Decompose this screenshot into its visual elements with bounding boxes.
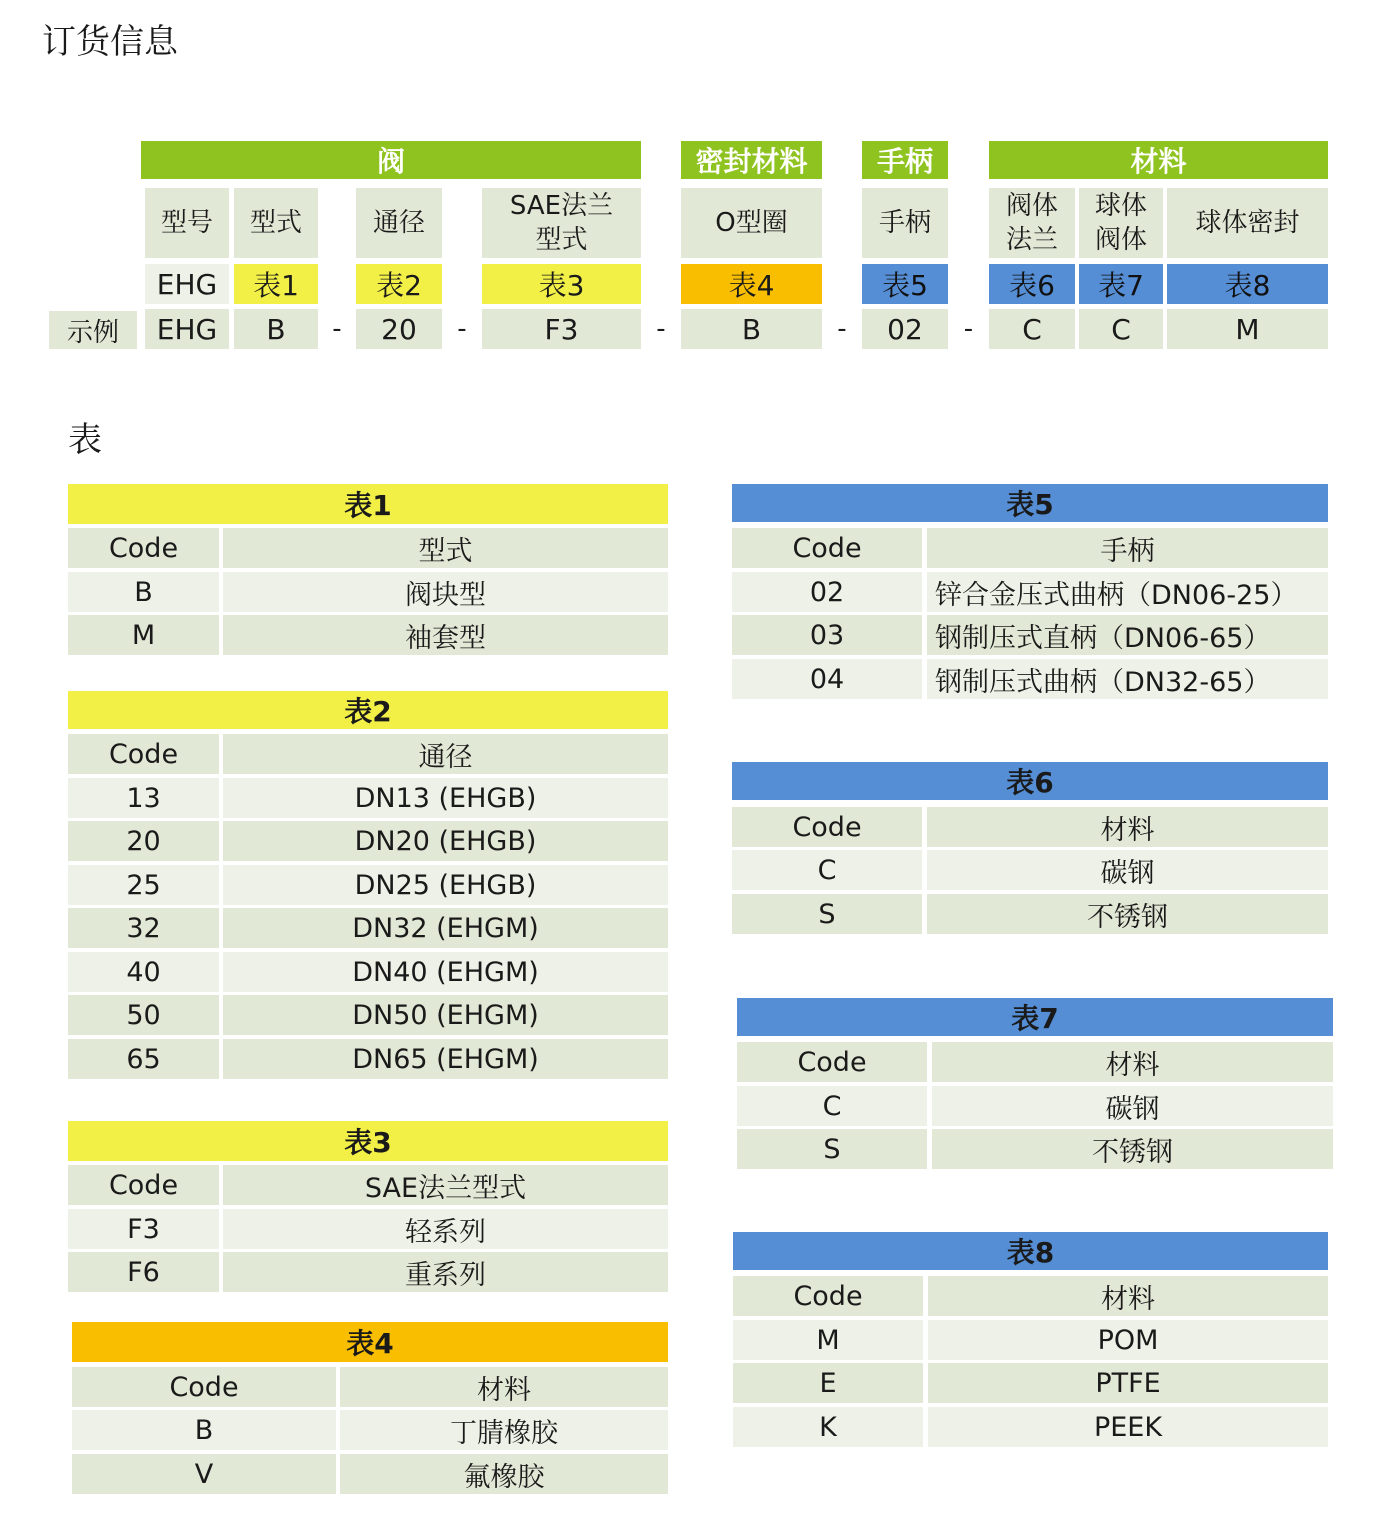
table-cell-code: C — [732, 850, 922, 890]
table-title: 表7 — [737, 998, 1333, 1036]
label-body-line1: 阀体 — [1005, 191, 1058, 221]
value-header: 型式 — [223, 528, 668, 568]
table-cell-code: B — [72, 1410, 336, 1450]
table-cell-code: S — [732, 894, 922, 934]
code-header: Code — [68, 1165, 219, 1205]
table-cell-value: 重系列 — [223, 1252, 668, 1292]
table-cell-code: 04 — [732, 659, 922, 699]
table-cell-code: S — [737, 1129, 927, 1169]
value-header: 材料 — [932, 1042, 1333, 1082]
table-cell-value: 不锈钢 — [927, 894, 1328, 934]
code-header: Code — [68, 734, 219, 774]
code-header: Code — [68, 528, 219, 568]
example-model: EHG — [145, 309, 229, 349]
label-sae-flange — [482, 188, 641, 258]
label-sae-line2: 型式 — [535, 225, 588, 255]
table-cell-code: F6 — [68, 1252, 219, 1292]
example-label: 示例 — [49, 311, 137, 349]
label-body-line2: 法兰 — [1005, 225, 1058, 255]
example-type: B — [234, 309, 318, 349]
label-handle: 手柄 — [862, 188, 948, 258]
table-cell-code: 03 — [732, 615, 922, 655]
table-cell-code: M — [68, 615, 219, 655]
table-cell-code: K — [733, 1407, 923, 1447]
tables-section-title: 表 — [68, 420, 102, 460]
group-header-seal: 密封材料 — [681, 141, 822, 179]
label-oring: O型圈 — [681, 188, 822, 258]
table-cell-value: 氟橡胶 — [340, 1454, 668, 1494]
table-cell-code: 32 — [68, 908, 219, 948]
example-handle: 02 — [862, 309, 948, 349]
table-cell-code: 13 — [68, 778, 219, 818]
label-body-flange — [989, 188, 1075, 258]
table-cell-code: 65 — [68, 1039, 219, 1079]
value-header: 材料 — [927, 807, 1328, 847]
table-title: 表5 — [732, 484, 1328, 522]
label-ball-seal: 球体密封 — [1167, 188, 1328, 258]
table-cell-value: 袖套型 — [223, 615, 668, 655]
ref-table8[interactable]: 表8 — [1167, 264, 1328, 304]
table-cell-value: 碳钢 — [932, 1086, 1333, 1126]
table-cell-value: DN13 (EHGB) — [223, 778, 668, 818]
label-ball-line1: 球体 — [1094, 191, 1147, 221]
table-cell-value: 钢制压式曲柄（DN32-65） — [927, 659, 1328, 699]
table-cell-value: 不锈钢 — [932, 1129, 1333, 1169]
table-title: 表3 — [68, 1121, 668, 1161]
table-cell-code: 50 — [68, 995, 219, 1035]
label-ball-line2: 阀体 — [1094, 225, 1147, 255]
table-cell-value: PTFE — [928, 1363, 1328, 1403]
table-cell-code: 25 — [68, 865, 219, 905]
label-ball-body — [1079, 188, 1163, 258]
ref-table6[interactable]: 表6 — [989, 264, 1075, 304]
table-title: 表4 — [72, 1322, 668, 1362]
table-cell-value: 钢制压式直柄（DN06-65） — [927, 615, 1328, 655]
separator: - — [837, 314, 847, 344]
label-type: 型式 — [234, 188, 318, 258]
group-header-handle: 手柄 — [862, 141, 948, 179]
separator: - — [332, 314, 342, 344]
code-header: Code — [737, 1042, 927, 1082]
table-title: 表2 — [68, 691, 668, 729]
value-header: SAE法兰型式 — [223, 1165, 668, 1205]
ref-table4[interactable]: 表4 — [681, 264, 822, 304]
table-cell-code: 02 — [732, 572, 922, 612]
group-header-valve: 阀 — [141, 141, 641, 179]
table-cell-code: C — [737, 1086, 927, 1126]
value-header: 手柄 — [927, 528, 1328, 568]
value-header: 材料 — [340, 1367, 668, 1407]
example-ball-seal: M — [1167, 309, 1328, 349]
table-cell-code: E — [733, 1363, 923, 1403]
table-title: 表6 — [732, 762, 1328, 800]
example-body: C — [989, 309, 1075, 349]
ref-table3[interactable]: 表3 — [482, 264, 641, 304]
table-title: 表8 — [733, 1232, 1328, 1270]
separator: - — [963, 314, 974, 344]
code-header: Code — [733, 1276, 923, 1316]
example-ball: C — [1079, 309, 1163, 349]
example-seal: B — [681, 309, 822, 349]
table-title: 表1 — [68, 484, 668, 524]
value-header: 通径 — [223, 734, 668, 774]
code-header: Code — [732, 528, 922, 568]
example-flange: F3 — [482, 309, 641, 349]
table-cell-value: DN50 (EHGM) — [223, 995, 668, 1035]
label-bore: 通径 — [356, 188, 442, 258]
ref-table2[interactable]: 表2 — [356, 264, 442, 304]
table-cell-value: 丁腈橡胶 — [340, 1410, 668, 1450]
code-header: Code — [72, 1367, 336, 1407]
table-cell-code: 20 — [68, 821, 219, 861]
ref-table5[interactable]: 表5 — [862, 264, 948, 304]
table-cell-value: DN20 (EHGB) — [223, 821, 668, 861]
page-title: 订货信息 — [42, 22, 178, 62]
group-header-material: 材料 — [989, 141, 1328, 179]
table-cell-value: DN32 (EHGM) — [223, 908, 668, 948]
ref-model: EHG — [145, 264, 229, 304]
table-cell-code: F3 — [68, 1209, 219, 1249]
table-cell-code: 40 — [68, 952, 219, 992]
label-sae-line1: SAE法兰 — [509, 191, 614, 221]
value-header: 材料 — [928, 1276, 1328, 1316]
table-cell-value: DN40 (EHGM) — [223, 952, 668, 992]
table-cell-value: 锌合金压式曲柄（DN06-25） — [927, 572, 1328, 612]
example-bore: 20 — [356, 309, 442, 349]
label-model: 型号 — [145, 188, 229, 258]
ref-table7[interactable]: 表7 — [1079, 264, 1163, 304]
table-cell-value: 阀块型 — [223, 572, 668, 612]
table-cell-value: DN25 (EHGB) — [223, 865, 668, 905]
table-cell-value: POM — [928, 1320, 1328, 1360]
table-cell-value: DN65 (EHGM) — [223, 1039, 668, 1079]
table-cell-code: B — [68, 572, 219, 612]
table-cell-value: PEEK — [928, 1407, 1328, 1447]
table-cell-value: 轻系列 — [223, 1209, 668, 1249]
table-cell-value: 碳钢 — [927, 850, 1328, 890]
table-cell-code: M — [733, 1320, 923, 1360]
code-header: Code — [732, 807, 922, 847]
separator: - — [457, 314, 467, 344]
table-cell-code: V — [72, 1454, 336, 1494]
separator: - — [656, 314, 666, 344]
ref-table1[interactable]: 表1 — [234, 264, 318, 304]
